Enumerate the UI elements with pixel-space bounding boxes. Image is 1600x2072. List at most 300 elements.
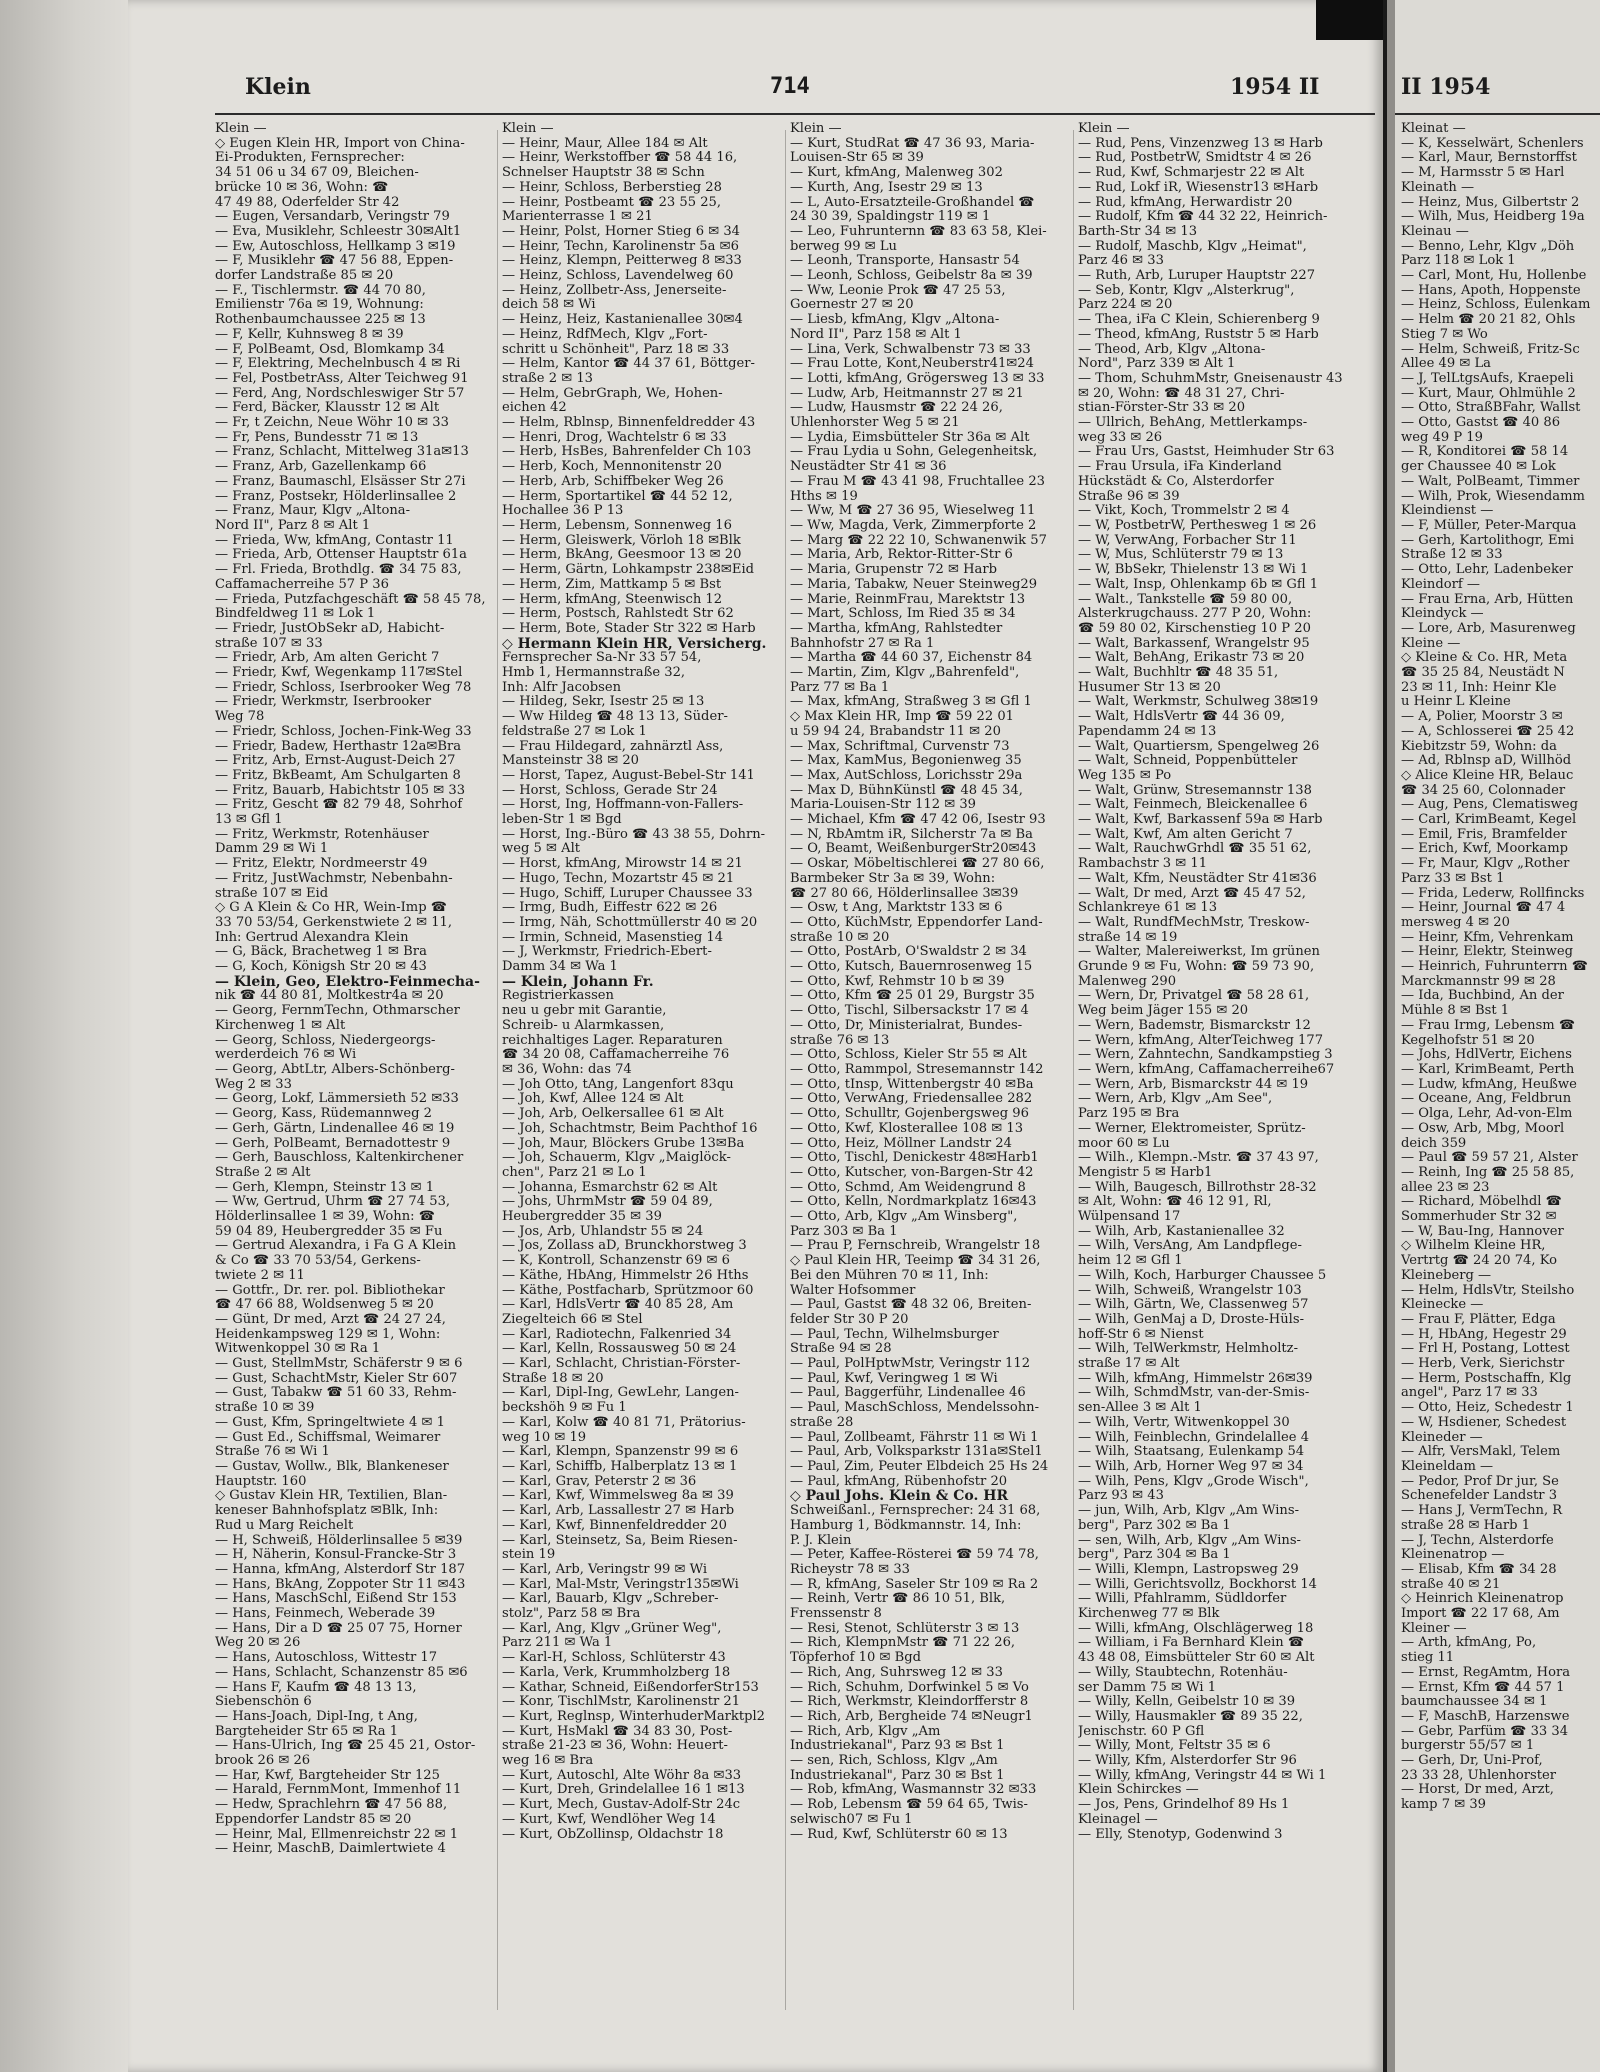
directory-entry-line: — Mart, Schloss, Im Ried 35 ✉ 34: [790, 607, 1016, 622]
directory-entry-line: — Rud, kfmAng, Herwardistr 20: [1078, 195, 1293, 210]
directory-entry-line: — Rudolf, Kfm ☎ 44 32 22, Heinrich-: [1078, 210, 1328, 225]
directory-entry-line: — Thea, iFa C Klein, Schierenberg 9: [1078, 313, 1320, 328]
directory-entry-line: — Horst, kfmAng, Mirowstr 14 ✉ 21: [502, 857, 743, 872]
directory-entry-line: — Helm ☎ 20 21 82, Ohls: [1401, 313, 1576, 328]
directory-entry-line: straße 40 ✉ 21: [1401, 1577, 1501, 1592]
directory-entry-line: — Ludw, kfmAng, Heußwe: [1401, 1077, 1577, 1092]
directory-entry-line: — Wilh, Staatsang, Eulenkamp 54: [1078, 1445, 1305, 1460]
directory-entry-line: — Georg, FernmTechn, Othmarscher: [215, 1004, 460, 1019]
directory-entry-line: — Carl, KrimBeamt, Kegel: [1401, 813, 1577, 828]
directory-entry-line: — Gust, Kfm, Springeltwiete 4 ✉ 1: [215, 1415, 445, 1430]
directory-entry-line: 59 04 89, Heubergredder 35 ✉ Fu: [215, 1224, 443, 1239]
directory-entry-line: Heidenkampsweg 129 ✉ 1, Wohn:: [215, 1327, 441, 1342]
directory-entry-line: — Theod, Arb, Klgv „Altona-: [1078, 342, 1266, 357]
directory-entry-line: — Elisab, Kfm ☎ 34 28: [1401, 1562, 1557, 1577]
directory-entry-line: — Rudolf, Maschb, Klgv „Heimat",: [1078, 239, 1307, 254]
directory-entry-line: Maria-Louisen-Str 112 ✉ 39: [790, 798, 977, 813]
directory-entry-line: — Herb, Koch, Mennonitenstr 20: [502, 460, 722, 475]
directory-entry-line: — Heinz, Schloss, Eulenkam: [1401, 298, 1591, 313]
directory-entry-line: — Hugo, Schiff, Luruper Chaussee 33: [502, 886, 753, 901]
directory-entry-line: — Max D, BühnKünstl ☎ 48 45 34,: [790, 783, 1023, 798]
directory-entry-line: — Heinr, Maur, Allee 184 ✉ Alt: [502, 136, 708, 151]
directory-entry-line: ✉ 20, Wohn: ☎ 48 31 27, Chri-: [1078, 386, 1285, 401]
directory-entry-line: — Kurt, Maur, Ohlmühle 2: [1401, 386, 1576, 401]
directory-entry-line: — Emil, Fris, Bramfelder: [1401, 827, 1567, 842]
directory-entry-line: — Heinr, Kfm, Vehrenkam: [1401, 930, 1574, 945]
directory-entry-line: — W, Bau-Ing, Hannover: [1401, 1224, 1564, 1239]
directory-entry-line: — Willy, Kfm, Alsterdorfer Str 96: [1078, 1754, 1297, 1769]
directory-entry-line: — Franz, Maur, Klgv „Altona-: [215, 504, 410, 519]
directory-entry-line: — Kurt, Autoschl, Alte Wöhr 8a ✉33: [502, 1768, 742, 1783]
directory-entry-line: Bei den Mühren 70 ✉ 11, Inh:: [790, 1268, 989, 1283]
directory-entry-line: berweg 99 ✉ Lu: [790, 239, 897, 254]
directory-entry-line: straße 17 ✉ Alt: [1078, 1357, 1180, 1372]
directory-entry-line: — Rich, KlempnMstr ☎ 71 22 26,: [790, 1636, 1016, 1651]
directory-entry-line: 43 48 08, Eimsbütteler Str 60 ✉ Alt: [1078, 1651, 1315, 1666]
directory-entry-line: — Willi, kfmAng, Olschlägerweg 18: [1078, 1621, 1314, 1636]
directory-entry-line: baumchaussee 34 ✉ 1: [1401, 1695, 1548, 1710]
header-rule: [215, 113, 1375, 115]
directory-entry-line: — N, RbAmtm iR, Silcherstr 7a ✉ Ba: [790, 827, 1033, 842]
directory-entry-line: Nord", Parz 339 ✉ Alt 1: [1078, 357, 1236, 372]
directory-entry-line: Rothenbaumchaussee 225 ✉ 13: [215, 313, 426, 328]
directory-entry-line: — Otto, Tischl, Denickestr 48✉Harb1: [790, 1151, 1039, 1166]
directory-entry-line: Mansteinstr 38 ✉ 20: [502, 754, 640, 769]
directory-entry-line: — Maria, Tabakw, Neuer Steinweg29: [790, 577, 1038, 592]
directory-entry-line: straße 14 ✉ 19: [1078, 930, 1178, 945]
directory-entry-line: ☎ 35 25 84, Neustädt N: [1401, 666, 1565, 681]
directory-entry-line: Weg 78: [215, 710, 265, 725]
directory-entry-line: Kirchenweg 77 ✉ Blk: [1078, 1607, 1220, 1622]
directory-entry-line: — Kathar, Schneid, EißendorferStr153: [502, 1680, 759, 1695]
directory-entry-line: — Willy, Kelln, Geibelstr 10 ✉ 39: [1078, 1695, 1296, 1710]
directory-entry-line: — Paul, MaschSchloss, Mendelssohn-: [790, 1401, 1040, 1416]
directory-entry-line: Ziegelteich 66 ✉ Stel: [502, 1312, 643, 1327]
directory-entry-line: — Pedor, Prof Dr jur, Se: [1401, 1474, 1559, 1489]
directory-entry-line: — Hans J, VermTechn, R: [1401, 1504, 1563, 1519]
directory-entry-line: Straße 2 ✉ Alt: [215, 1165, 311, 1180]
directory-entry-line: kamp 7 ✉ 39: [1401, 1798, 1486, 1813]
directory-entry-line: — Helm, HdlsVtr, Steilsho: [1401, 1283, 1575, 1298]
directory-entry-line: — Herm, Sportartikel ☎ 44 52 12,: [502, 489, 733, 504]
directory-entry-line: — A, Polier, Moorstr 3 ✉: [1401, 710, 1563, 725]
directory-entry-line: — Fritz, Werkmstr, Rotenhäuser: [215, 827, 429, 842]
directory-entry-line: — Walt, Kfm, Neustädter Str 41✉36: [1078, 871, 1317, 886]
directory-entry-line: Richeystr 78 ✉ 33: [790, 1562, 910, 1577]
directory-entry-line: — Heinr, Elektr, Steinweg: [1401, 945, 1573, 960]
directory-entry-line: — Richard, Möbelhdl ☎: [1401, 1195, 1562, 1210]
directory-entry-line: Barth-Str 34 ✉ 13: [1078, 224, 1198, 239]
directory-entry-line: — Lina, Verk, Schwalbenstr 73 ✉ 33: [790, 342, 1031, 357]
directory-entry-line: — Alfr, VersMakl, Telem: [1401, 1445, 1561, 1460]
directory-entry-line: Kleineder —: [1401, 1430, 1483, 1445]
directory-entry-line: — Heinz, Schloss, Lavendelweg 60: [502, 269, 734, 284]
directory-entry-line: ☎ 59 80 02, Kirschenstieg 10 P 20: [1078, 621, 1311, 636]
directory-entry-line: Hamburg 1, Bödkmannstr. 14, Inh:: [790, 1518, 1022, 1533]
directory-entry-line: — W, VerwAng, Forbacher Str 11: [1078, 533, 1297, 548]
directory-entry-line: Straße 94 ✉ 28: [790, 1342, 892, 1357]
directory-entry-line: — Ludw, Arb, Heitmannstr 27 ✉ 21: [790, 386, 1024, 401]
page-number: 714: [770, 74, 810, 99]
directory-entry-line: Ei-Produkten, Fernsprecher:: [215, 151, 405, 166]
directory-entry-line: — Otto, Schloss, Kieler Str 55 ✉ Alt: [790, 1048, 1027, 1063]
directory-entry-line: schritt u Schönheit", Parz 18 ✉ 33: [502, 342, 730, 357]
directory-entry-line: — Erich, Kwf, Moorkamp: [1401, 842, 1569, 857]
directory-entry-line: — Joh, Schauerm, Klgv „Maiglöck-: [502, 1151, 731, 1166]
directory-entry-line: Uhlenhorster Weg 5 ✉ 21: [790, 416, 960, 431]
directory-entry-line: Inh: Gertrud Alexandra Klein: [215, 930, 409, 945]
directory-entry-line: — Herm, Gleiswerk, Vörloh 18 ✉Blk: [502, 533, 741, 548]
directory-entry-line: — F, MaschB, Harzenswe: [1401, 1709, 1570, 1724]
directory-entry-line: — Karl, Grav, Peterstr 2 ✉ 36: [502, 1474, 697, 1489]
directory-entry-line: allee 23 ✉ 23: [1401, 1180, 1490, 1195]
directory-entry-line: — Arth, kfmAng, Po,: [1401, 1636, 1537, 1651]
directory-entry-line: sen-Allee 3 ✉ Alt 1: [1078, 1401, 1202, 1416]
directory-entry-line: — Frau M ☎ 43 41 98, Fruchtallee 23: [790, 474, 1045, 489]
directory-entry-line: — W, Hsdiener, Schedest: [1401, 1415, 1567, 1430]
directory-entry-line: — Otto, Dr, Ministerialrat, Bundes-: [790, 1018, 1023, 1033]
directory-entry-line: Kleiner —: [1401, 1621, 1467, 1636]
directory-entry-line: — Aug, Pens, Clematisweg: [1401, 798, 1578, 813]
directory-entry-line: — Irmg, Näh, Schottmüllerstr 40 ✉ 20: [502, 915, 758, 930]
directory-entry-line: — Hans, Dir a D ☎ 25 07 75, Horner: [215, 1621, 462, 1636]
directory-entry-line: — Klein, Johann Fr.: [502, 974, 654, 990]
directory-entry-line: ◇ Eugen Klein HR, Import von China-: [215, 136, 465, 151]
directory-entry-line: Hths ✉ 19: [790, 489, 858, 504]
directory-entry-line: Parz 33 ✉ Bst 1: [1401, 871, 1505, 886]
directory-entry-line: Frenssenstr 8: [790, 1607, 882, 1622]
directory-entry-line: weg 49 P 19: [1401, 430, 1483, 445]
directory-entry-line: Kleinath —: [1401, 180, 1475, 195]
directory-entry-line: — Wilh, Arb, Horner Weg 97 ✉ 34: [1078, 1459, 1304, 1474]
directory-entry-line: — Hans F, Kaufm ☎ 48 13 13,: [215, 1680, 417, 1695]
directory-entry-line: — Harald, FernmMont, Immenhof 11: [215, 1783, 462, 1798]
directory-entry-line: Jenischstr. 60 P Gfl: [1078, 1724, 1205, 1739]
directory-entry-line: — Gust, StellmMstr, Schäferstr 9 ✉ 6: [215, 1357, 463, 1372]
directory-entry-line: — Joh, Arb, Oelkersallee 61 ✉ Alt: [502, 1107, 724, 1122]
directory-entry-line: — Johs, UhrmMstr ☎ 59 04 89,: [502, 1195, 713, 1210]
directory-entry-line: — Fr, Pens, Bundesstr 71 ✉ 13: [215, 430, 419, 445]
directory-entry-line: — Gerh, Dr, Uni-Prof,: [1401, 1754, 1543, 1769]
directory-entry-line: u 59 94 24, Brabandstr 11 ✉ 20: [790, 724, 1001, 739]
directory-entry-line: — Paul, Zollbeamt, Fährstr 11 ✉ Wi 1: [790, 1430, 1039, 1445]
directory-entry-line: — Hans, Schlacht, Schanzenstr 85 ✉6: [215, 1665, 468, 1680]
directory-entry-line: — Lore, Arb, Masurenweg: [1401, 621, 1576, 636]
directory-entry-line: feldstraße 27 ✉ Lok 1: [502, 724, 647, 739]
directory-entry-line: — Helm, Schweiß, Fritz-Sc: [1401, 342, 1580, 357]
directory-entry-line: — Rud, Kwf, Schlüterstr 60 ✉ 13: [790, 1827, 1008, 1842]
directory-entry-line: ◇ Wilhelm Kleine HR,: [1401, 1239, 1546, 1254]
column-divider: [1073, 130, 1074, 2010]
directory-entry-line: Parz 118 ✉ Lok 1: [1401, 254, 1516, 269]
directory-entry-line: — Karl, Schiffb, Halberplatz 13 ✉ 1: [502, 1459, 738, 1474]
directory-entry-line: Sommerhuder Str 32 ✉: [1401, 1210, 1557, 1225]
directory-entry-line: weg 16 ✉ Bra: [502, 1754, 594, 1769]
directory-entry-line: Straße 18 ✉ 20: [502, 1371, 604, 1386]
directory-entry-line: — Paul, Gastst ☎ 48 32 06, Breiten-: [790, 1298, 1032, 1313]
directory-column-1: [215, 122, 493, 2042]
directory-entry-line: — Fritz, Gescht ☎ 82 79 48, Sohrhof: [215, 798, 463, 813]
directory-entry-line: — Friedr, JustObSekr aD, Habicht-: [215, 621, 445, 636]
directory-entry-line: — Karl, Kwf, Binnenfeldredder 20: [502, 1518, 727, 1533]
directory-entry-line: u Heinr L Kleine: [1401, 695, 1511, 710]
directory-entry-line: — Lydia, Eimsbütteler Str 36a ✉ Alt: [790, 430, 1030, 445]
directory-entry-line: — Horst, Dr med, Arzt,: [1401, 1783, 1554, 1798]
directory-entry-line: — Oskar, Möbeltischlerei ☎ 27 80 66,: [790, 857, 1045, 872]
column-divider: [497, 130, 498, 2010]
directory-entry-line: Klein —: [502, 122, 554, 136]
directory-entry-line: — Elly, Stenotyp, Godenwind 3: [1078, 1827, 1283, 1842]
directory-entry-line: — Gerh, Gärtn, Lindenallee 46 ✉ 19: [215, 1121, 455, 1136]
directory-entry-line: — Wilh, VersAng, Am Landpflege-: [1078, 1239, 1302, 1254]
directory-entry-line: Hochallee 36 P 13: [502, 504, 624, 519]
directory-entry-line: — Seb, Kontr, Klgv „Alsterkrug",: [1078, 283, 1295, 298]
directory-entry-line: — Osw, Arb, Mbg, Moorl: [1401, 1121, 1565, 1136]
directory-entry-line: — Heinr, Journal ☎ 47 4: [1401, 901, 1566, 916]
directory-entry-line: — Karl, Ang, Klgv „Grüner Weg",: [502, 1621, 722, 1636]
directory-entry-line: — Heinr, Werkstoffber ☎ 58 44 16,: [502, 151, 738, 166]
directory-entry-line: — Paul, Techn, Wilhelmsburger: [790, 1327, 999, 1342]
directory-entry-line: — Herm, Postschaffn, Klg: [1401, 1371, 1572, 1386]
directory-entry-line: — Ew, Autoschloss, Hellkamp 3 ✉19: [215, 239, 456, 254]
directory-entry-line: — Paul, PolHptwMstr, Veringstr 112: [790, 1357, 1031, 1372]
directory-entry-line: — F, PolBeamt, Osd, Blomkamp 34: [215, 342, 445, 357]
directory-entry-line: — Walt, Kwf, Barkassenf 59a ✉ Harb: [1078, 813, 1323, 828]
directory-entry-line: — Walt, PolBeamt, Timmer: [1401, 474, 1580, 489]
directory-entry-line: — Karl, Klempn, Spanzenstr 99 ✉ 6: [502, 1445, 739, 1460]
directory-entry-line: — Gerh, Bauschloss, Kaltenkirchener: [215, 1151, 464, 1166]
directory-entry-line: — J, Werkmstr, Friedrich-Ebert-: [502, 945, 712, 960]
directory-entry-line: Hölderlinsallee 1 ✉ 39, Wohn: ☎: [215, 1210, 436, 1225]
directory-entry-line: — Klein, Geo, Elektro-Feinmecha-: [215, 974, 480, 990]
directory-entry-line: 24 30 39, Spaldingstr 119 ✉ 1: [790, 210, 991, 225]
directory-entry-line: — Frau Erna, Arb, Hütten: [1401, 592, 1574, 607]
directory-entry-line: — Wern, kfmAng, AlterTeichweg 177: [1078, 1033, 1324, 1048]
directory-entry-line: — Helm, Kantor ☎ 44 37 61, Böttger-: [502, 357, 755, 372]
adjacent-page: [1395, 0, 1600, 2072]
directory-entry-line: — Otto, Kelln, Nordmarkplatz 16✉43: [790, 1195, 1037, 1210]
directory-entry-line: Papendamm 24 ✉ 13: [1078, 724, 1217, 739]
directory-entry-line: nik ☎ 44 80 81, Moltkestr4a ✉ 20: [215, 989, 444, 1004]
directory-entry-line: berg", Parz 302 ✉ Ba 1: [1078, 1518, 1231, 1533]
directory-entry-line: — Heinr, Mal, Ellmenreichstr 22 ✉ 1: [215, 1827, 459, 1842]
directory-entry-line: Klein —: [1078, 122, 1130, 136]
directory-entry-line: — Karl, Maur, Bernstorffst: [1401, 151, 1577, 166]
directory-entry-line: — Martha, kfmAng, Rahlstedter: [790, 621, 1003, 636]
directory-entry-line: — Wilh., Klempn.-Mstr. ☎ 37 43 97,: [1078, 1151, 1319, 1166]
directory-entry-line: — Herm, Postsch, Rahlstedt Str 62: [502, 607, 734, 622]
directory-entry-line: — Max, AutSchloss, Lorichsstr 29a: [790, 768, 1023, 783]
directory-entry-line: — Johs, HdlVertr, Eichens: [1401, 1048, 1572, 1063]
directory-entry-line: — Kurt, Reglnsp, WinterhuderMarktpl2: [502, 1709, 766, 1724]
directory-entry-line: — Paul, Baggerführ, Lindenallee 46: [790, 1386, 1026, 1401]
directory-entry-line: — Ferd, Ang, Nordschleswiger Str 57: [215, 386, 465, 401]
directory-entry-line: straße 21-23 ✉ 36, Wohn: Heuert-: [502, 1739, 728, 1754]
directory-entry-line: — Olga, Lehr, Ad-von-Elm: [1401, 1107, 1573, 1122]
directory-entry-line: — Gerh, Klempn, Steinstr 13 ✉ 1: [215, 1180, 435, 1195]
directory-entry-line: — Herm, Bote, Stader Str 322 ✉ Harb: [502, 621, 756, 636]
directory-entry-line: — Wern, kfmAng, Caffamacherreihe67: [1078, 1063, 1335, 1077]
directory-entry-line: — Thom, SchuhmMstr, Gneisenaustr 43: [1078, 371, 1343, 386]
directory-entry-line: — Friedr, Werkmstr, Iserbrooker: [215, 695, 432, 710]
directory-entry-line: — F, Elektring, Mechelnbusch 4 ✉ Ri: [215, 357, 461, 372]
directory-entry-line: werderdeich 76 ✉ Wi: [215, 1048, 357, 1063]
directory-entry-line: — Karl, Schlacht, Christian-Förster-: [502, 1357, 741, 1372]
directory-entry-line: — Friedr, Kwf, Wegenkamp 117✉Stel: [215, 666, 463, 681]
directory-entry-line: — Johanna, Esmarchstr 62 ✉ Alt: [502, 1180, 718, 1195]
directory-entry-line: — Theod, kfmAng, Ruststr 5 ✉ Harb: [1078, 327, 1319, 342]
directory-entry-line: — Kurt, Dreh, Grindelallee 16 1 ✉13: [502, 1783, 745, 1798]
directory-entry-line: — Paul, Kwf, Veringweg 1 ✉ Wi: [790, 1371, 998, 1386]
directory-entry-line: — Wern, Dr, Privatgel ☎ 58 28 61,: [1078, 989, 1310, 1004]
directory-column-4: [1078, 122, 1378, 2042]
directory-entry-line: — Gust Ed., Schiffsmal, Weimarer: [215, 1430, 441, 1445]
directory-entry-line: — Karl, Kolw ☎ 40 81 71, Prätorius-: [502, 1415, 746, 1430]
directory-entry-line: Kleinau —: [1401, 224, 1469, 239]
directory-entry-line: — Walt, RundfMechMstr, Treskow-: [1078, 915, 1310, 930]
directory-entry-line: — Karl-H, Schloss, Schlüterstr 43: [502, 1651, 726, 1666]
directory-entry-line: — Otto, Arb, Klgv „Am Winsberg",: [790, 1210, 1018, 1225]
directory-entry-line: 33 70 53/54, Gerkenstwiete 2 ✉ 11,: [215, 915, 453, 930]
directory-entry-line: — Hans, Apoth, Hoppenste: [1401, 283, 1581, 298]
directory-entry-line: Weg 135 ✉ Po: [1078, 768, 1172, 783]
adjacent-header-rule: [1395, 113, 1600, 115]
directory-entry-line: — Walt, Grünw, Stresemannstr 138: [1078, 783, 1312, 798]
directory-entry-line: — Karl, Kelln, Rossausweg 50 ✉ 24: [502, 1342, 737, 1357]
directory-entry-line: — Resi, Stenot, Schlüterstr 3 ✉ 13: [790, 1621, 1020, 1636]
directory-entry-line: — Walt, Insp, Ohlenkamp 6b ✉ Gfl 1: [1078, 577, 1319, 592]
directory-entry-line: — Frau Lydia u Sohn, Gelegenheitsk,: [790, 445, 1038, 460]
directory-entry-line: — Ernst, Kfm ☎ 44 57 1: [1401, 1680, 1565, 1695]
directory-entry-line: Weg 20 ✉ 26: [215, 1636, 301, 1651]
directory-entry-line: — Joh, Kwf, Allee 124 ✉ Alt: [502, 1092, 684, 1107]
scan-edge: [0, 0, 128, 2072]
directory-entry-line: Schnelser Hauptstr 38 ✉ Schn: [502, 166, 705, 181]
directory-entry-line: brücke 10 ✉ 36, Wohn: ☎: [215, 180, 389, 195]
directory-entry-line: chen", Parz 21 ✉ Lo 1: [502, 1165, 647, 1180]
directory-entry-line: — W, BbSekr, Thielenstr 13 ✉ Wi 1: [1078, 563, 1309, 578]
directory-entry-line: straße 76 ✉ 13: [790, 1033, 890, 1048]
directory-entry-line: ✉ 36, Wohn: das 74: [502, 1063, 632, 1077]
directory-entry-line: — Heinr, Polst, Horner Stieg 6 ✉ 34: [502, 224, 741, 239]
directory-entry-line: — Max, KamMus, Begonienweg 35: [790, 754, 1022, 769]
directory-entry-line: — sen, Rich, Schloss, Klgv „Am: [790, 1754, 998, 1769]
directory-entry-line: Kleineberg —: [1401, 1268, 1492, 1283]
directory-entry-line: — Kurt, kfmAng, Malenweg 302: [790, 166, 1003, 181]
running-head-year: 1954 II: [1230, 74, 1320, 100]
directory-entry-line: — Karl, Steinsetz, Sa, Beim Riesen-: [502, 1533, 738, 1548]
directory-entry-line: Rud u Marg Reichelt: [215, 1518, 354, 1533]
directory-entry-line: — Willy, Staubtechn, Rotenhäu-: [1078, 1665, 1288, 1680]
directory-entry-line: — Rich, Ang, Suhrsweg 12 ✉ 33: [790, 1665, 1003, 1680]
directory-entry-line: — Herm, Lebensm, Sonnenweg 16: [502, 518, 732, 533]
directory-entry-line: — Gertrud Alexandra, i Fa G A Klein: [215, 1239, 457, 1254]
directory-entry-line: Nord II", Parz 158 ✉ Alt 1: [790, 327, 962, 342]
running-head-name: Klein: [245, 74, 311, 100]
directory-entry-line: Straße 76 ✉ Wi 1: [215, 1445, 330, 1460]
directory-entry-line: — Helm, GebrGraph, We, Hohen-: [502, 386, 723, 401]
directory-entry-line: — Ww, M ☎ 27 36 95, Wieselweg 11: [790, 504, 1036, 519]
directory-entry-line: — Joh, Schachtmstr, Beim Pachthof 16: [502, 1121, 758, 1136]
directory-entry-line: Louisen-Str 65 ✉ 39: [790, 151, 924, 166]
directory-entry-line: — A, Schlosserei ☎ 25 42: [1401, 724, 1575, 739]
directory-entry-line: — Ruth, Arb, Luruper Hauptstr 227: [1078, 269, 1316, 284]
directory-entry-line: — Heinr, MaschB, Daimlertwiete 4: [215, 1842, 446, 1857]
directory-entry-line: — Frau Irmg, Lebensm ☎: [1401, 1018, 1576, 1033]
directory-entry-line: — Gustav, Wollw., Blk, Blankeneser: [215, 1459, 449, 1474]
directory-entry-line: — G, Bäck, Brachetweg 1 ✉ Bra: [215, 945, 427, 960]
directory-entry-line: — Karla, Verk, Krummholzberg 18: [502, 1665, 731, 1680]
directory-entry-line: — Helm, Rblnsp, Binnenfeldredder 43: [502, 416, 756, 431]
directory-entry-line: Straße 12 ✉ 33: [1401, 548, 1503, 563]
directory-entry-line: — Käthe, Postfacharb, Sprützmoor 60: [502, 1283, 754, 1298]
directory-entry-line: — Wilh, Arb, Kastanienallee 32: [1078, 1224, 1285, 1239]
directory-entry-line: — H, Schweiß, Hölderlinsallee 5 ✉39: [215, 1533, 463, 1548]
directory-entry-line: — Karl, HdlsVertr ☎ 40 85 28, Am: [502, 1298, 734, 1313]
directory-entry-line: — Heinr, Techn, Karolinenstr 5a ✉6: [502, 239, 739, 254]
directory-entry-line: — Walt, Kwf, Am alten Gericht 7: [1078, 827, 1293, 842]
directory-entry-line: Grunde 9 ✉ Fu, Wohn: ☎ 59 73 90,: [1078, 960, 1315, 975]
directory-entry-line: straße 28: [790, 1415, 854, 1430]
directory-entry-line: — Hans, BkAng, Zoppoter Str 11 ✉43: [215, 1577, 466, 1592]
directory-entry-line: — Reinh, Vertr ☎ 86 10 51, Blk,: [790, 1592, 1006, 1607]
directory-entry-line: — Otto, Schulltr, Gojenbergsweg 96: [790, 1107, 1029, 1122]
page-gutter: [1387, 0, 1395, 2072]
directory-entry-line: Klein —: [790, 122, 842, 136]
directory-entry-line: stolz", Parz 58 ✉ Bra: [502, 1607, 641, 1622]
directory-entry-line: Barmbeker Str 3a ✉ 39, Wohn:: [790, 871, 996, 886]
directory-entry-line: ser Damm 75 ✉ Wi 1: [1078, 1680, 1217, 1695]
directory-entry-line: — Michael, Kfm ☎ 47 42 06, Isestr 93: [790, 813, 1046, 828]
directory-column-3: [790, 122, 1070, 2042]
directory-entry-line: Wülpensand 17: [1078, 1210, 1181, 1225]
directory-entry-line: burgerstr 55/57 ✉ 1: [1401, 1739, 1535, 1754]
directory-entry-line: Hauptstr. 160: [215, 1474, 307, 1489]
directory-entry-line: Bargteheider Str 65 ✉ Ra 1: [215, 1724, 399, 1739]
directory-entry-line: — Kurt, StudRat ☎ 47 36 93, Maria-: [790, 136, 1035, 151]
directory-entry-line: — Martha ☎ 44 60 37, Eichenstr 84: [790, 651, 1033, 666]
directory-entry-line: — Kurt, HsMakl ☎ 34 83 30, Post-: [502, 1724, 733, 1739]
directory-entry-line: — Rob, Lebensm ☎ 59 64 65, Twis-: [790, 1798, 1028, 1813]
directory-entry-line: Goernestr 27 ✉ 20: [790, 298, 914, 313]
directory-entry-line: — Ferd, Bäcker, Klausstr 12 ✉ Alt: [215, 401, 440, 416]
directory-entry-line: Kleindyck —: [1401, 607, 1484, 622]
directory-entry-line: — Herm, Gärtn, Lohkampstr 238✉Eid: [502, 563, 755, 578]
directory-entry-line: — Franz, Arb, Gazellenkamp 66: [215, 460, 427, 475]
directory-entry-line: — Max, Schriftmal, Curvenstr 73: [790, 739, 1010, 754]
directory-entry-line: — K, Kesselwärt, Schenlers: [1401, 136, 1584, 151]
directory-entry-line: — Käthe, HbAng, Himmelstr 26 Hths: [502, 1268, 749, 1283]
directory-entry-line: — Wilh, Koch, Harburger Chaussee 5: [1078, 1268, 1327, 1283]
directory-entry-line: — Otto, StraßBFahr, Wallst: [1401, 401, 1581, 416]
directory-entry-line: — Carl, Mont, Hu, Hollenbe: [1401, 269, 1587, 284]
directory-entry-line: Marienterrasse 1 ✉ 21: [502, 210, 653, 225]
directory-entry-line: — Wilh, Baugesch, Billrothstr 28-32: [1078, 1180, 1317, 1195]
directory-entry-line: — Jos, Pens, Grindelhof 89 Hs 1: [1078, 1798, 1290, 1813]
directory-entry-line: — Liesb, kfmAng, Klgv „Altona-: [790, 313, 1000, 328]
directory-entry-line: straße 10 ✉ 20: [790, 930, 890, 945]
directory-entry-line: Parz 93 ✉ 43: [1078, 1489, 1164, 1504]
directory-entry-line: — Walt, Dr med, Arzt ☎ 45 47 52,: [1078, 886, 1306, 901]
directory-entry-line: — Jos, Zollass aD, Brunckhorstweg 3: [502, 1239, 747, 1254]
directory-entry-line: — Walt, Buchhltr ☎ 48 35 51,: [1078, 666, 1279, 681]
directory-entry-line: — Prau P, Fernschreib, Wrangelstr 18: [790, 1239, 1041, 1254]
directory-entry-line: — Wilh, Prok, Wiesendamm: [1401, 489, 1585, 504]
directory-entry-line: — L, Auto-Ersatzteile-Großhandel ☎: [790, 195, 1035, 210]
directory-entry-line: Weg beim Jäger 155 ✉ 20: [1078, 1004, 1249, 1019]
directory-entry-line: — Kurth, Ang, Isestr 29 ✉ 13: [790, 180, 983, 195]
directory-entry-line: Vertrtg ☎ 24 20 74, Ko: [1401, 1254, 1558, 1269]
